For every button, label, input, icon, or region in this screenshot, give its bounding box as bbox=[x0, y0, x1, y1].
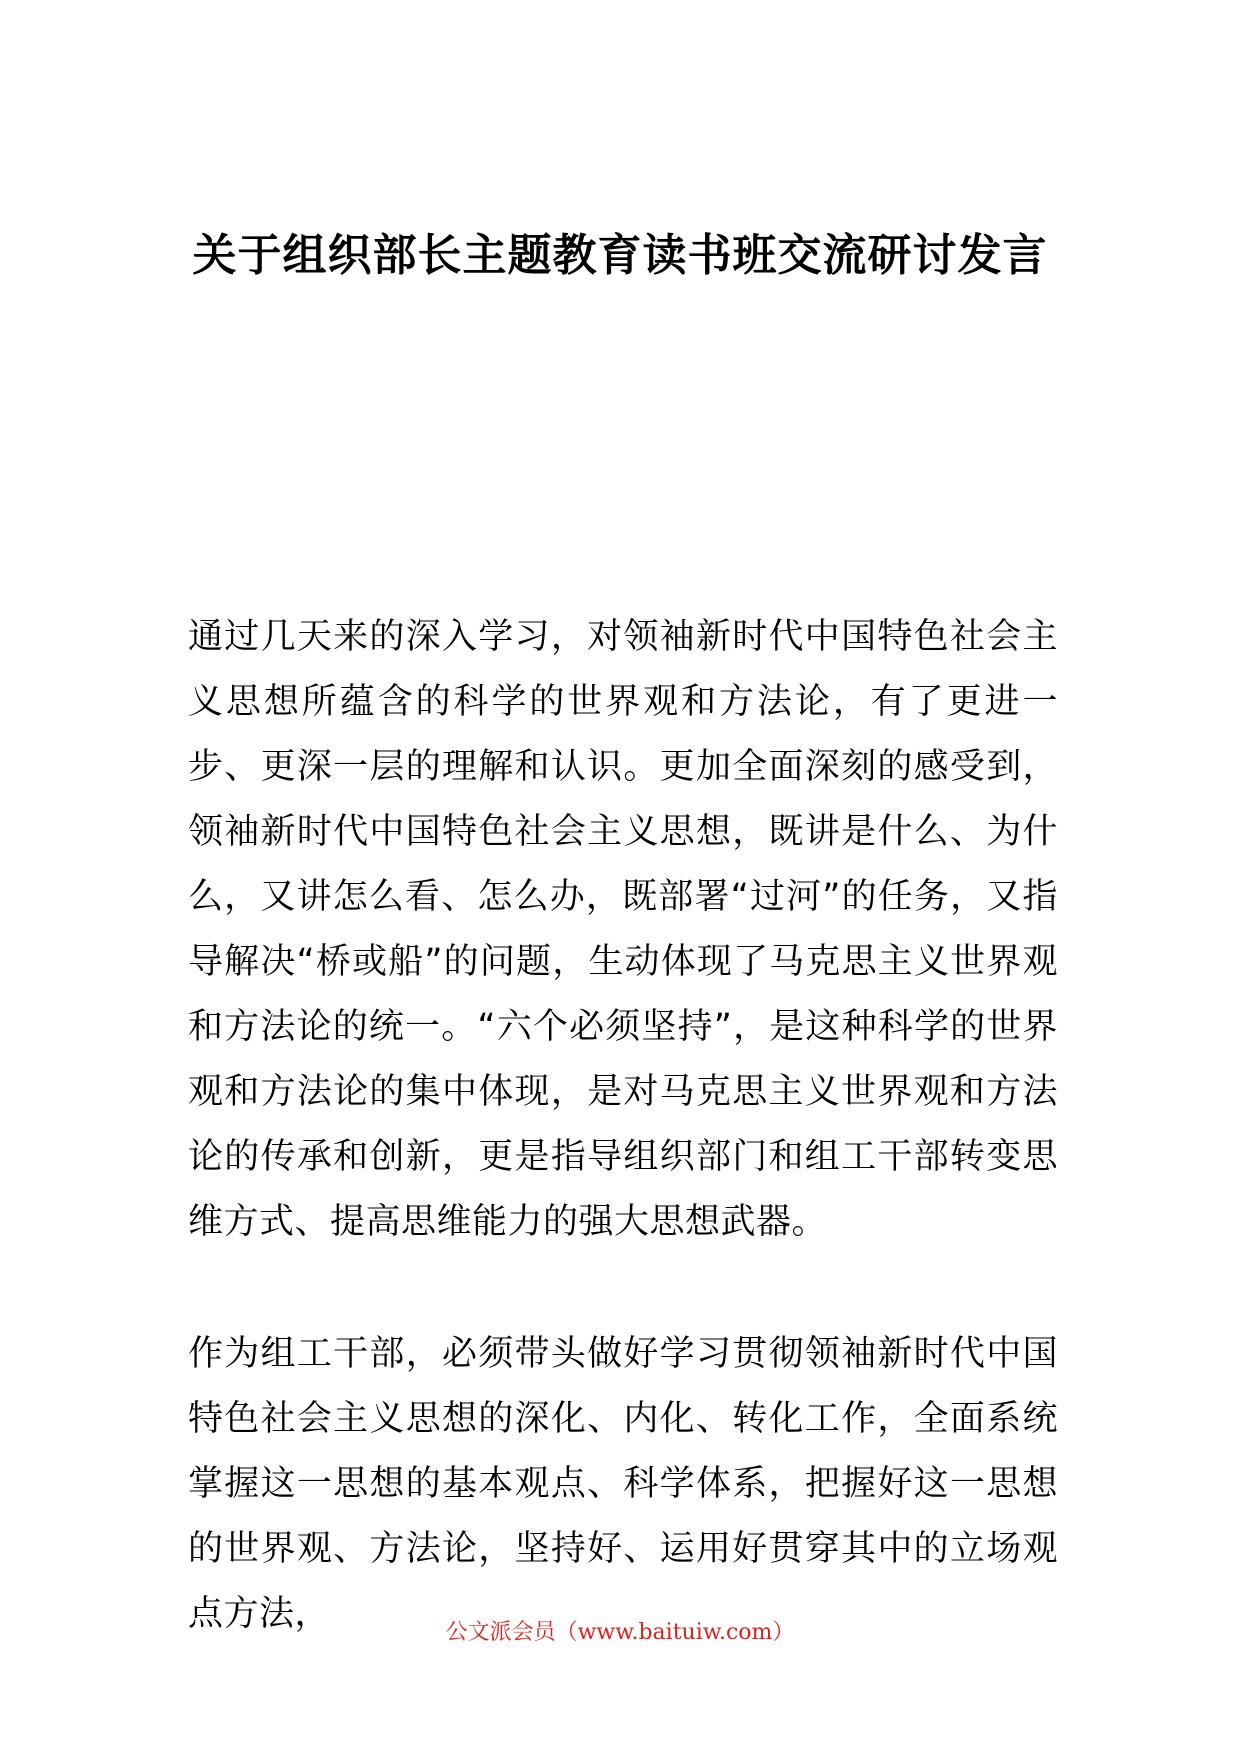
body-paragraph-1: 通过几天来的深入学习，对领袖新时代中国特色社会主义思想所蕴含的科学的世界观和方法论，有了更进一步、更深一层的理解和认识。更加全面深刻的感受到，领袖新时代中国特色社会主义思想，既讲是什么、为什么，又讲怎么看、怎么办，既部署“过河”的任务，又指导解决“桥或船”的问题，生动体现了马克思主义世界观和方法论的统一。“六个必须坚持”，是这种科学的世界观和方法论的集中体现，是对马克思主义世界观和方法论的传承和创新，更是指导组织部门和组工干部转变思维方式、提高思维能力的强大思想武器。 bbox=[188, 617, 1058, 1242]
footer-watermark-text: 公文派会员（www.baituiw.com） bbox=[445, 1620, 795, 1645]
document-title: 关于组织部长主题教育读书班交流研讨发言 bbox=[192, 230, 1048, 281]
body-paragraph-2: 作为组工干部，必须带头做好学习贯彻领袖新时代中国特色社会主义思想的深化、内化、转化工作，全面系统掌握这一思想的基本观点、科学体系，把握好这一思想的世界观、方法论，坚持好、运用好贯穿其中的立场观点方法， bbox=[188, 1334, 1058, 1634]
